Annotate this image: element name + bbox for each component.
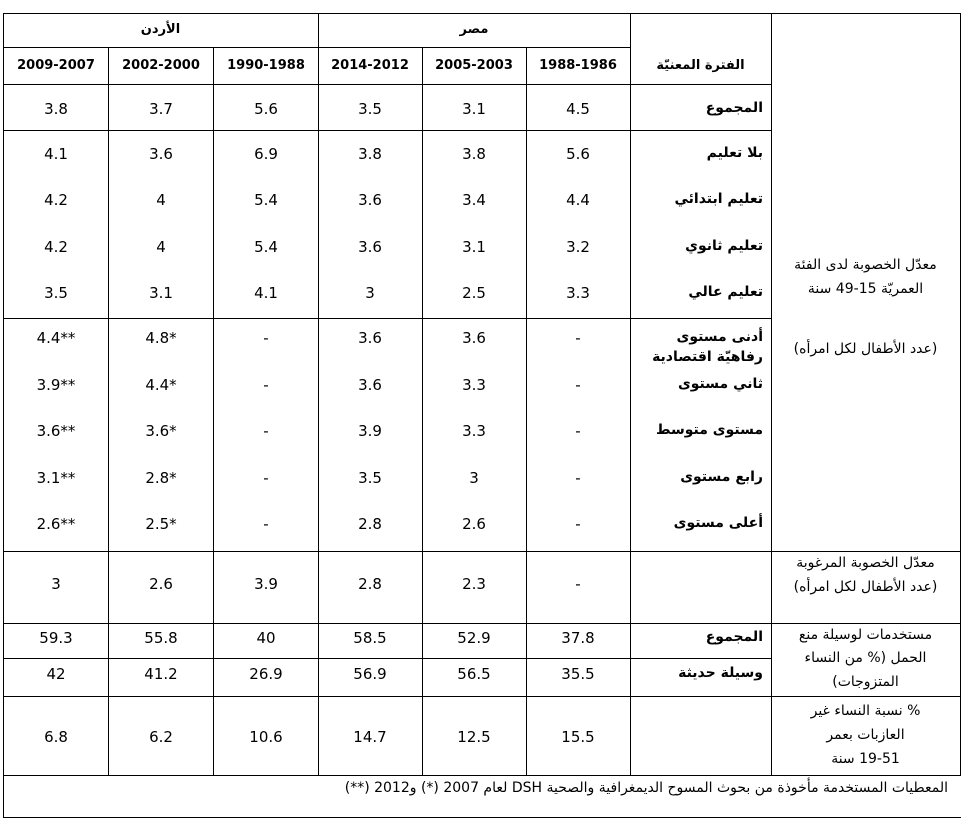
value-cell: 3.8 <box>358 145 382 163</box>
row-label: المجموع <box>705 100 763 116</box>
period-header-cell: 2005-2003 <box>435 58 513 73</box>
value-cell: 2.6 <box>462 515 486 533</box>
value-cell: 6.8 <box>44 728 68 746</box>
value-cell: 10.6 <box>249 728 283 746</box>
row-label: رابع مستوى <box>680 469 763 485</box>
value-cell: 2.3 <box>462 575 486 593</box>
value-cell: 2.6** <box>36 515 76 533</box>
value-cell: 58.5 <box>353 629 387 647</box>
column-divider <box>108 47 109 776</box>
category-label: % نسبة النساء غير <box>810 703 921 719</box>
value-cell: - <box>575 422 581 440</box>
value-cell: 14.7 <box>353 728 387 746</box>
category-label: العمريّة 15-49 سنة <box>807 281 924 297</box>
value-cell: 3.4 <box>462 191 486 209</box>
value-cell: 3.3 <box>566 284 590 302</box>
value-cell: 3.7 <box>149 100 173 118</box>
value-cell: 3.6 <box>358 191 382 209</box>
table-right-border <box>960 13 961 776</box>
value-cell: 40 <box>256 629 276 647</box>
category-label: المتزوجات) <box>832 674 899 690</box>
value-cell: 2.5* <box>145 515 177 533</box>
value-cell: 3.6 <box>149 145 173 163</box>
value-cell: - <box>575 376 581 394</box>
value-cell: 5.6 <box>254 100 278 118</box>
period-header-cell: 2009-2007 <box>17 58 95 73</box>
period-header-cell: 2002-2000 <box>122 58 200 73</box>
value-cell: - <box>263 469 269 487</box>
value-cell: 3.1 <box>149 284 173 302</box>
value-cell: 4.2 <box>44 238 68 256</box>
period-header-cell: 1990-1988 <box>227 58 305 73</box>
row-divider <box>3 658 772 659</box>
value-cell: 2.8* <box>145 469 177 487</box>
category-label: العازبات بعمر <box>826 727 905 743</box>
value-cell: 3.6* <box>145 422 177 440</box>
value-cell: 3.9 <box>254 575 278 593</box>
value-cell: 6.9 <box>254 145 278 163</box>
period-header: الفترة المعنيّة <box>656 58 745 73</box>
value-cell: 2.8 <box>358 575 382 593</box>
value-cell: 15.5 <box>561 728 595 746</box>
value-cell: - <box>263 515 269 533</box>
value-cell: 52.9 <box>457 629 491 647</box>
row-label: وسيلة حديثة <box>678 665 763 681</box>
value-cell: 3.6 <box>358 376 382 394</box>
category-label: معدّل الخصوبة لدى الفئة <box>794 257 937 273</box>
value-cell: 4.4 <box>566 191 590 209</box>
row-label: تعليم ثانوي <box>685 238 763 254</box>
value-cell: 3.9** <box>36 376 76 394</box>
value-cell: 37.8 <box>561 629 595 647</box>
value-cell: 35.5 <box>561 665 595 683</box>
value-cell: 5.4 <box>254 238 278 256</box>
value-cell: 41.2 <box>144 665 178 683</box>
value-cell: 4 <box>156 191 166 209</box>
label-column-divider <box>630 13 631 776</box>
value-cell: 3.1 <box>462 100 486 118</box>
period-header-cell: 2014-2012 <box>331 58 409 73</box>
value-cell: - <box>575 329 581 347</box>
value-cell: 4.2 <box>44 191 68 209</box>
value-cell: 2.5 <box>462 284 486 302</box>
row-label: بلا تعليم <box>706 145 763 161</box>
value-cell: 4.8* <box>145 329 177 347</box>
value-cell: 3.1** <box>36 469 76 487</box>
category-label: مستخدمات لوسيلة منع <box>798 627 933 643</box>
value-cell: 3.8 <box>462 145 486 163</box>
value-cell: 56.9 <box>353 665 387 683</box>
value-cell: 3.5 <box>44 284 68 302</box>
category-label: الحمل (% من النساء <box>804 650 927 666</box>
value-cell: 3.6 <box>358 238 382 256</box>
category-label: 19-51 سنة <box>831 751 900 767</box>
value-cell: - <box>575 515 581 533</box>
value-cell: 3.5 <box>358 469 382 487</box>
value-cell: 5.4 <box>254 191 278 209</box>
value-cell: - <box>575 575 581 593</box>
value-cell: 59.3 <box>39 629 73 647</box>
row-label: رفاهيّة اقتصادية <box>652 349 763 365</box>
period-header-cell: 1988-1986 <box>539 58 617 73</box>
category-label: معدّل الخصوبة المرغوبة <box>796 555 935 571</box>
column-divider <box>526 47 527 776</box>
value-cell: - <box>263 376 269 394</box>
value-cell: 4 <box>156 238 166 256</box>
table-bottom-border <box>3 817 961 818</box>
row-divider <box>3 130 772 131</box>
row-label: ثاني مستوى <box>677 376 763 392</box>
value-cell: 2.8 <box>358 515 382 533</box>
value-cell: 3.2 <box>566 238 590 256</box>
row-label: أعلى مستوى <box>673 515 763 531</box>
value-cell: 3.1 <box>462 238 486 256</box>
value-cell: 55.8 <box>144 629 178 647</box>
value-cell: - <box>263 329 269 347</box>
value-cell: 4.1 <box>44 145 68 163</box>
value-cell: 6.2 <box>149 728 173 746</box>
value-cell: 3.8 <box>44 100 68 118</box>
value-cell: 26.9 <box>249 665 283 683</box>
value-cell: 4.5 <box>566 100 590 118</box>
value-cell: 3.6 <box>358 329 382 347</box>
value-cell: 2.6 <box>149 575 173 593</box>
value-cell: 3.6** <box>36 422 76 440</box>
row-label: مستوى متوسط <box>655 422 763 438</box>
table-left-border <box>3 13 4 818</box>
header-divider <box>3 47 631 48</box>
row-label: أدنى مستوى <box>676 329 763 345</box>
column-divider <box>213 47 214 776</box>
value-cell: - <box>575 469 581 487</box>
country-jordan-header: الأردن <box>140 22 181 37</box>
value-cell: 4.4* <box>145 376 177 394</box>
country-divider <box>318 13 319 776</box>
row-label: المجموع <box>705 629 763 645</box>
value-cell: - <box>263 422 269 440</box>
value-cell: 4.1 <box>254 284 278 302</box>
data-table <box>3 13 960 817</box>
value-cell: 5.6 <box>566 145 590 163</box>
value-cell: 4.4** <box>36 329 76 347</box>
table-top-border <box>3 13 961 14</box>
footnote: المعطيات المستخدمة مأخوذة من بحوث المسوح الديمغرافية والصحية DSH لعام 2007 (*) و2012 (**) <box>344 780 948 796</box>
row-label: تعليم ابتدائي <box>674 191 763 207</box>
value-cell: 3.6 <box>462 329 486 347</box>
header-bottom-border <box>3 84 772 85</box>
row-label: تعليم عالي <box>688 284 763 300</box>
country-egypt-header: مصر <box>459 22 489 37</box>
value-cell: 3 <box>365 284 375 302</box>
value-cell: 12.5 <box>457 728 491 746</box>
section-divider <box>3 696 961 697</box>
value-cell: 3.3 <box>462 376 486 394</box>
row-divider <box>3 318 772 319</box>
section-divider <box>3 775 961 776</box>
category-label: (عدد الأطفال لكل امرأه) <box>793 341 938 357</box>
value-cell: 3.9 <box>358 422 382 440</box>
category-label: (عدد الأطفال لكل امرأه) <box>793 579 938 595</box>
value-cell: 3.5 <box>358 100 382 118</box>
column-divider <box>422 47 423 776</box>
value-cell: 3 <box>51 575 61 593</box>
value-cell: 3 <box>469 469 479 487</box>
value-cell: 42 <box>46 665 66 683</box>
value-cell: 56.5 <box>457 665 491 683</box>
value-cell: 3.3 <box>462 422 486 440</box>
